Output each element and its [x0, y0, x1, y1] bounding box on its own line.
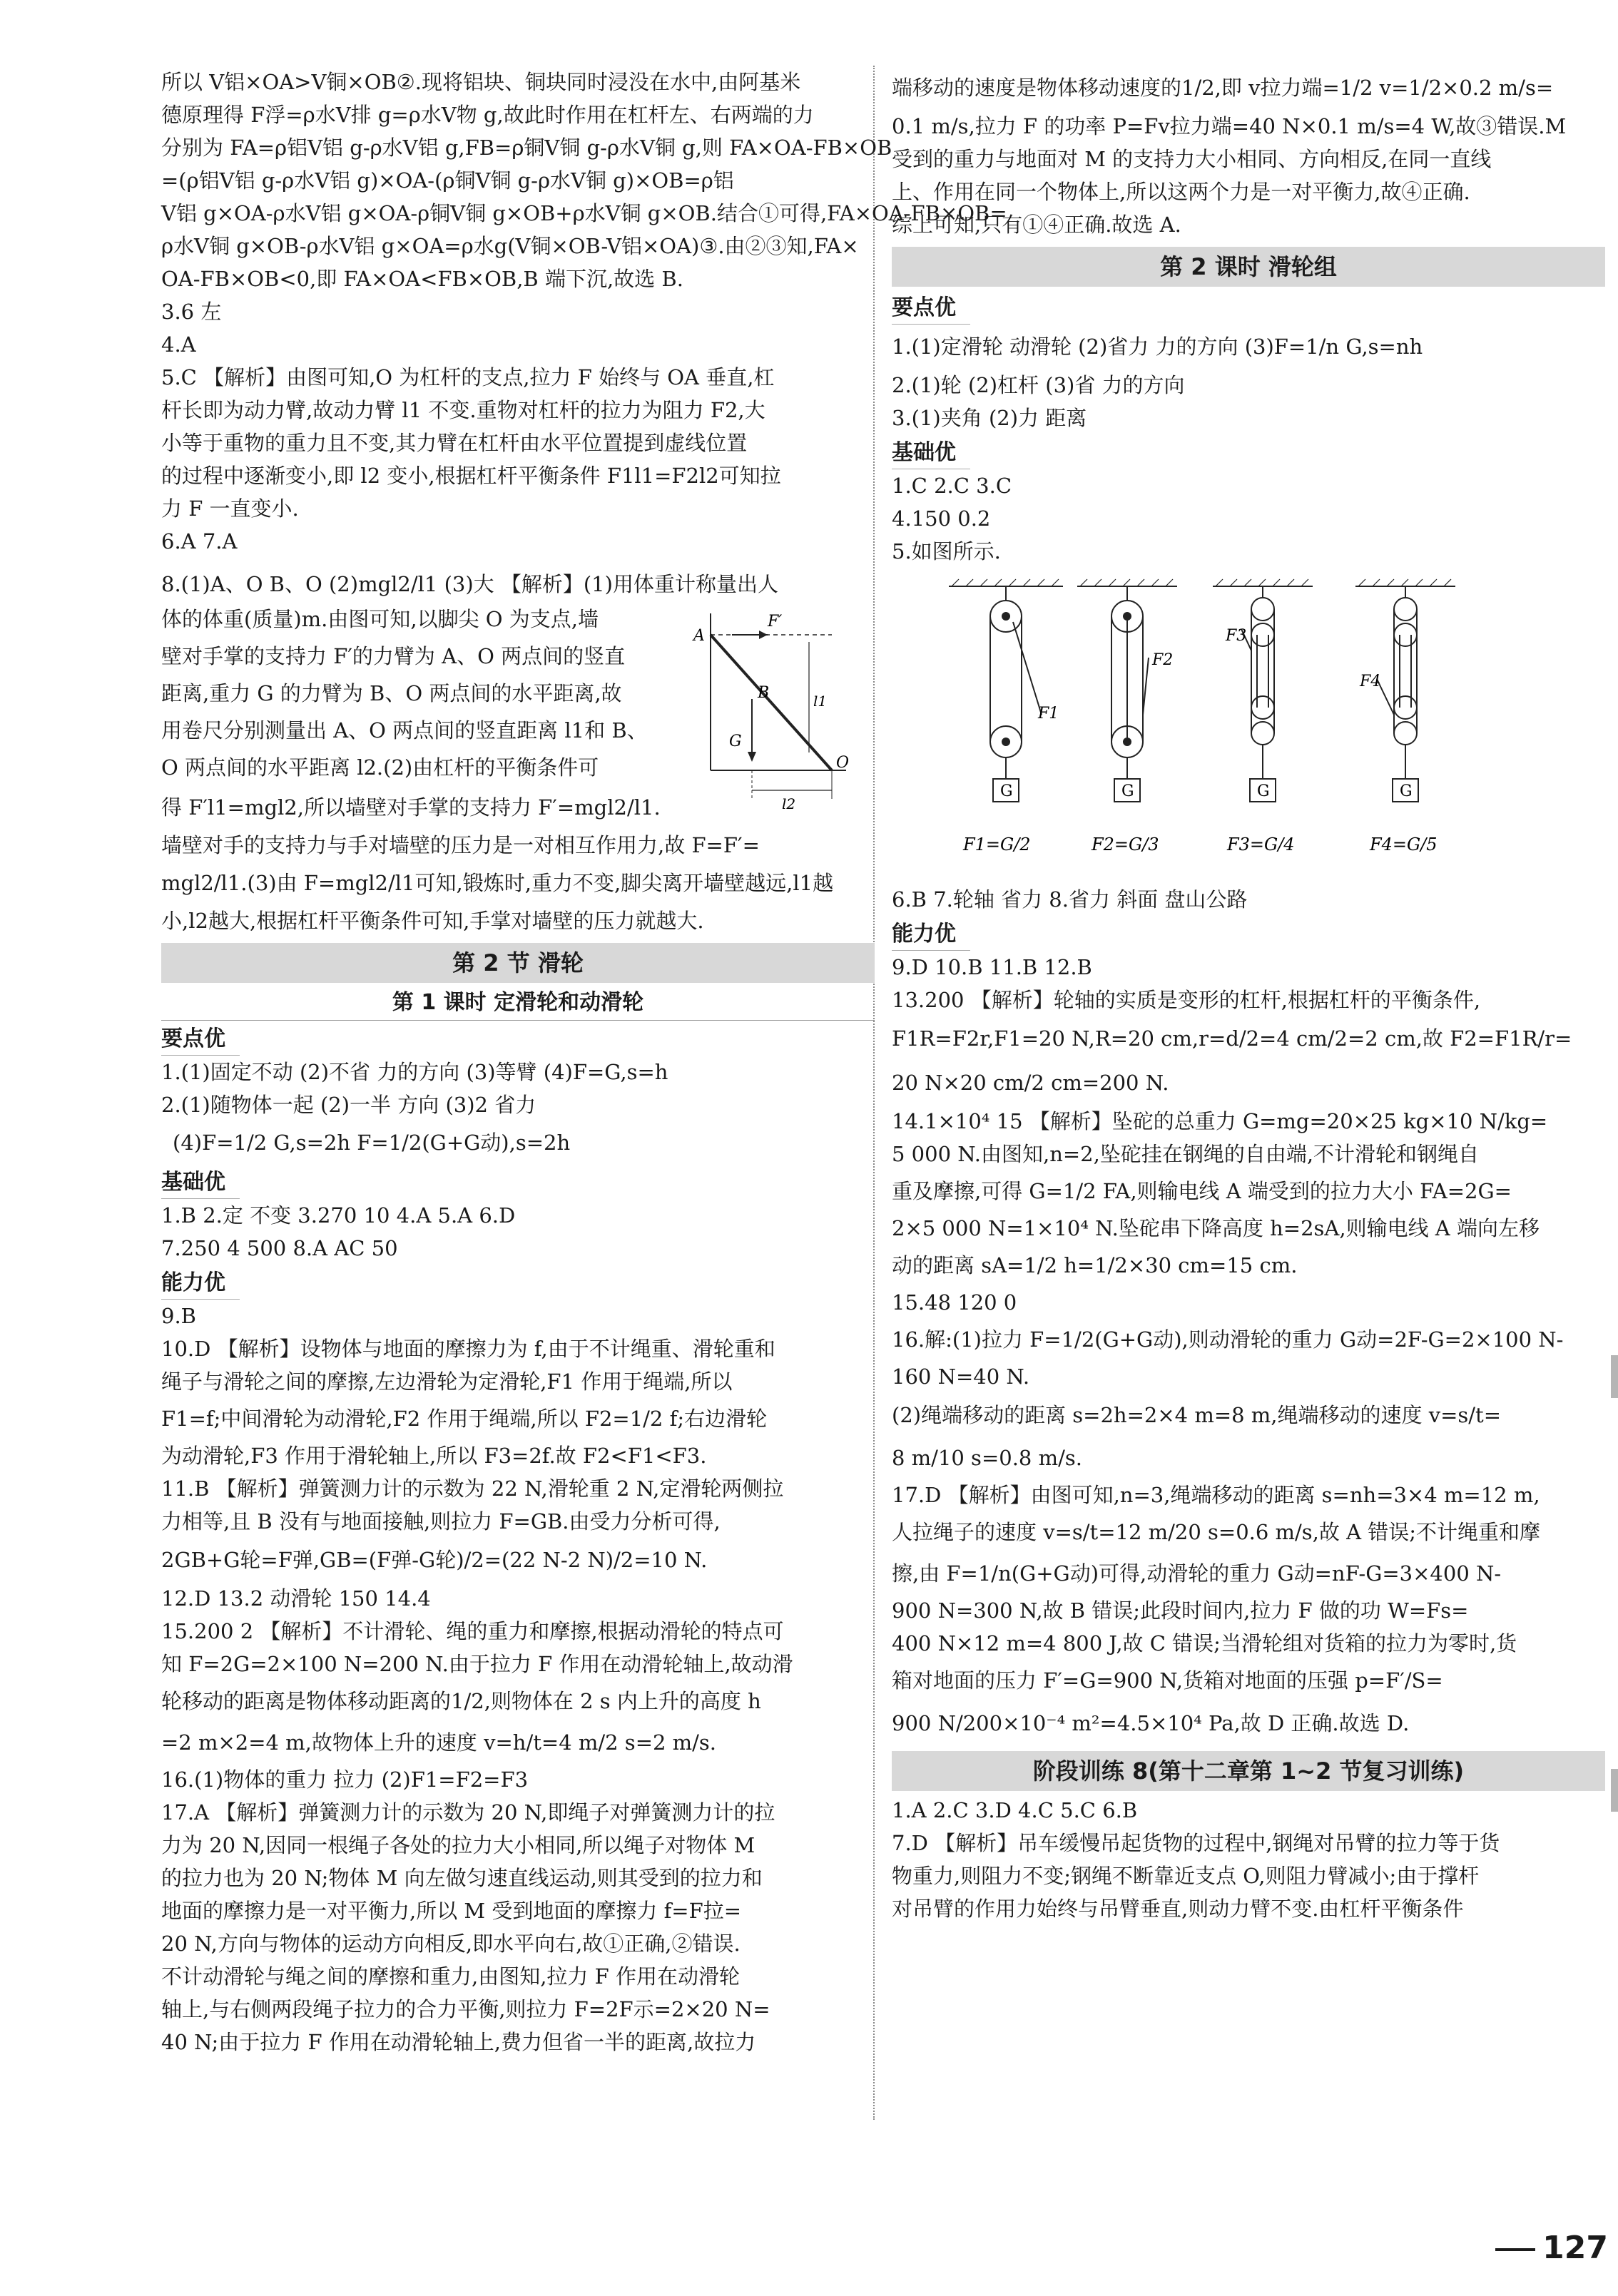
answer-8: 8.(1)A、O B、O (2)mgl2/l1 (3)大 【解析】(1)用体重计称量出人: [161, 572, 778, 596]
caption-f4: F4=G/5: [1370, 835, 1438, 854]
fig-label-f-prime: F′: [768, 613, 783, 631]
text-line: 得 F′l1=mgl2,所以墙壁对手掌的支持力 F′=mgl2/l1.: [161, 795, 661, 820]
label-f4: F4: [1360, 673, 1381, 690]
fig-label-g: G: [729, 733, 742, 750]
text-line: 8 m/10 s=0.8 m/s.: [892, 1446, 1082, 1470]
answer-3: 3.6 左: [161, 300, 222, 324]
text-line: 2×5 000 N=1×10⁴ N.坠砣串下降高度 h=2sA,则输电线 A 端向左移: [892, 1216, 1540, 1240]
nengli-heading: 能力优: [161, 1267, 240, 1300]
answers-9-12: 9.D 10.B 11.B 12.B: [892, 955, 1092, 979]
section-heading: 第 2 节 滑轮: [161, 943, 875, 983]
text-line: 分别为 FA=ρ铝V铝 g-ρ水V铝 g,FB=ρ铜V铜 g-ρ水V铜 g,则 FA×OA-FB×OB: [161, 136, 892, 160]
text-line: 动的距离 sA=1/2 h=1/2×30 cm=15 cm.: [892, 1253, 1298, 1277]
answer-13: 13.200 【解析】轮轴的实质是变形的杠杆,根据杠杆的平衡条件,: [892, 988, 1481, 1012]
label-f3: F3: [1226, 627, 1247, 645]
answer-6-7: 6.A 7.A: [161, 529, 238, 553]
text-line: 德原理得 F浮=ρ水V排 g=ρ水V物 g,故此时作用在杠杆左、右两端的力: [161, 103, 814, 127]
basic-answers-2: 7.250 4 500 8.A AC 50: [161, 1236, 398, 1260]
text-line: 力为 20 N,因同一根绳子各处的拉力大小相同,所以绳子对物体 M: [161, 1833, 755, 1857]
fig-label-l2: l2: [782, 795, 796, 812]
caption-f1: F1=G/2: [963, 835, 1031, 854]
answer-14: 14.1×10⁴ 15 【解析】坠砣的总重力 G=mg=20×25 kg×10 N/kg=: [892, 1109, 1548, 1133]
text-line: 0.1 m/s,拉力 F 的功率 P=Fv拉力端=40 N×0.1 m/s=4 W,故③错误.M: [892, 114, 1567, 138]
nengli-heading: 能力优: [892, 919, 970, 951]
wall-pushup-figure: [689, 606, 867, 820]
label-g4: G: [1400, 782, 1413, 800]
answers-12-14: 12.D 13.2 动滑轮 150 14.4: [161, 1586, 431, 1611]
text-line: 900 N=300 N,故 B 错误;此段时间内,拉力 F 做的功 W=Fs=: [892, 1598, 1469, 1623]
edge-tab: [1611, 1355, 1618, 1398]
yaodian-heading: 要点优: [161, 1024, 240, 1056]
text-line: 小等于重物的重力且不变,其力臂在杠杆由水平位置提到虚线位置: [161, 431, 748, 455]
basic-answers-4: 4.150 0.2: [892, 506, 991, 531]
answer-5: 5.C 【解析】由图可知,O 为杠杆的支点,拉力 F 始终与 OA 垂直,杠: [161, 365, 775, 389]
text-line: 20 N,方向与物体的运动方向相反,即水平向右,故①正确,②错误.: [161, 1932, 741, 1956]
yaodian-heading: 要点优: [892, 292, 970, 325]
text-line: ρ水V铜 g×OB-ρ水V铝 g×OA=ρ水g(V铜×OB-V铝×OA)③.由②③知,FA×: [161, 234, 859, 258]
answer-15: 15.200 2 【解析】不计滑轮、绳的重力和摩擦,根据动滑轮的特点可: [161, 1619, 784, 1643]
text-line: 知 F=2G=2×100 N=200 N.由于拉力 F 作用在动滑轮轴上,故动滑: [161, 1652, 793, 1676]
text-line: 距离,重力 G 的力臂为 B、O 两点间的水平距离,故: [161, 681, 622, 705]
answer-17: 17.A 【解析】弹簧测力计的示数为 20 N,即绳子对弹簧测力计的拉: [161, 1800, 775, 1825]
lesson-heading: 第 1 课时 定滑轮和动滑轮: [161, 986, 875, 1021]
text-line: 人拉绳子的速度 v=s/t=12 m/20 s=0.6 m/s,故 A 错误;不计绳重和摩: [892, 1520, 1541, 1544]
text-line: 轮移动的距离是物体移动距离的1/2,则物体在 2 s 内上升的高度 h: [161, 1689, 761, 1713]
text-line: 对吊臂的作用力始终与吊臂垂直,则动力臂不变.由杠杆平衡条件: [892, 1897, 1464, 1921]
text-line: O 两点间的水平距离 l2.(2)由杠杆的平衡条件可: [161, 755, 599, 780]
text-line: 400 N×12 m=4 800 J,故 C 错误;当滑轮组对货箱的拉力为零时,货: [892, 1631, 1517, 1655]
right-column: [892, 66, 1605, 1925]
answer-16: 16.(1)物体的重力 拉力 (2)F1=F2=F3: [161, 1767, 529, 1792]
text-line: F1R=F2r,F1=20 N,R=20 cm,r=d/2=4 cm/2=2 cm,故 F2=F1R/r=: [892, 1026, 1572, 1051]
text-line: 上、作用在同一个物体上,所以这两个力是一对平衡力,故④正确.: [892, 180, 1470, 204]
caption-f3: F3=G/4: [1227, 835, 1295, 854]
text-line: =(ρ铝V铝 g-ρ水V铝 g)×OA-(ρ铜V铜 g-ρ水V铜 g)×OB=ρ铝: [161, 168, 734, 193]
answer-15: 15.48 120 0: [892, 1290, 1017, 1315]
label-g1: G: [1000, 782, 1013, 800]
text-line: V铝 g×OA-ρ水V铝 g×OA-ρ铜V铜 g×OB+ρ水V铜 g×OB.结合①可得,FA×OA-FB×OB=: [161, 201, 1007, 225]
text-line: 箱对地面的压力 F′=G=900 N,货箱对地面的压强 p=F′/S=: [892, 1668, 1443, 1693]
key-point-2-4: (4)F=1/2 G,s=2h F=1/2(G+G动),s=2h: [173, 1131, 571, 1155]
edge-tab: [1611, 1769, 1618, 1812]
key-point-2: 2.(1)轮 (2)杠杆 (3)省 力的方向: [892, 373, 1185, 397]
answer-16: 16.解:(1)拉力 F=1/2(G+G动),则动滑轮的重力 G动=2F-G=2×100 N-: [892, 1327, 1564, 1352]
text-line: 不计动滑轮与绳之间的摩擦和重力,由图知,拉力 F 作用在动滑轮: [161, 1964, 740, 1989]
stage-answers-1-6: 1.A 2.C 3.D 4.C 5.C 6.B: [892, 1798, 1138, 1822]
text-line: 地面的摩擦力是一对平衡力,所以 M 受到地面的摩擦力 f=F拉=: [161, 1899, 742, 1923]
stage-training-heading: 阶段训练 8(第十二章第 1~2 节复习训练): [892, 1751, 1605, 1791]
fig-label-a: A: [693, 627, 705, 645]
label-g2: G: [1121, 782, 1134, 800]
text-line: 端移动的速度是物体移动速度的1/2,即 v拉力端=1/2 v=1/2×0.2 m/s=: [892, 76, 1554, 100]
key-point-2: 2.(1)随物体一起 (2)一半 方向 (3)2 省力: [161, 1093, 536, 1117]
text-line: 墙壁对手的支持力与手对墙壁的压力是一对相互作用力,故 F=F′=: [161, 833, 760, 857]
answer-11: 11.B 【解析】弹簧测力计的示数为 22 N,滑轮重 2 N,定滑轮两侧拉: [161, 1476, 784, 1501]
label-g3: G: [1257, 782, 1270, 800]
page-number: 127: [1495, 2232, 1608, 2265]
text-line: 的拉力也为 20 N;物体 M 向左做匀速直线运动,则其受到的拉力和: [161, 1866, 763, 1890]
text-line: 物重力,则阻力不变;钢绳不断靠近支点 O,则阻力臂减小;由于撑杆: [892, 1864, 1480, 1888]
fig-label-b: B: [758, 684, 770, 702]
text-line: 擦,由 F=1/n(G+G动)可得,动滑轮的重力 G动=nF-G=3×400 N-: [892, 1561, 1502, 1586]
text-line: 为动滑轮,F3 作用于滑轮轴上,所以 F3=2f.故 F2<F1<F3.: [161, 1444, 707, 1468]
answer-17: 17.D 【解析】由图可知,n=3,绳端移动的距离 s=nh=3×4 m=12 m,: [892, 1483, 1540, 1507]
text-line: 用卷尺分别测量出 A、O 两点间的竖直距离 l1和 B、: [161, 718, 648, 743]
text-line: 体的体重(质量)m.由图可知,以脚尖 O 为支点,墙: [161, 607, 599, 631]
pulley-systems-figure: [935, 572, 1562, 879]
fig-label-o: O: [836, 754, 850, 772]
text-line: 受到的重力与地面对 M 的支持力大小相同、方向相反,在同一直线: [892, 147, 1492, 171]
label-f2: F2: [1152, 651, 1174, 669]
answer-10: 10.D 【解析】设物体与地面的摩擦力为 f,由于不计绳重、滑轮重和: [161, 1337, 775, 1361]
text-line: 小,l2越大,根据杠杆平衡条件可知,手掌对墙壁的压力就越大.: [161, 909, 704, 933]
text-line: 力 F 一直变小.: [161, 496, 299, 521]
text-line: 40 N;由于拉力 F 作用在动滑轮轴上,费力但省一半的距离,故拉力: [161, 2030, 756, 2054]
text-line: 杆长即为动力臂,故动力臂 l1 不变.重物对杠杆的拉力为阻力 F2,大: [161, 398, 765, 422]
jichu-heading: 基础优: [892, 437, 970, 469]
jichu-heading: 基础优: [161, 1167, 240, 1199]
key-point-3: 3.(1)夹角 (2)力 距离: [892, 406, 1087, 430]
text-line: 20 N×20 cm/2 cm=200 N.: [892, 1071, 1169, 1095]
answer-9: 9.B: [161, 1304, 196, 1328]
answer-4: 4.A: [161, 332, 196, 357]
caption-f2: F2=G/3: [1092, 835, 1159, 854]
text-line: =2 m×2=4 m,故物体上升的速度 v=h/t=4 m/2 s=2 m/s.: [161, 1730, 717, 1755]
text-line: 5 000 N.由图知,n=2,坠砣挂在钢绳的自由端,不计滑轮和钢绳自: [892, 1142, 1480, 1166]
text-line: 综上可知,只有①④正确.故选 A.: [892, 213, 1181, 237]
text-line: OA-FB×OB<0,即 FA×OA<FB×OB,B 端下沉,故选 B.: [161, 267, 683, 291]
key-point-1: 1.(1)固定不动 (2)不省 力的方向 (3)等臂 (4)F=G,s=h: [161, 1060, 668, 1084]
text-line: 壁对手掌的支持力 F′的力臂为 A、O 两点间的竖直: [161, 644, 626, 668]
answer-8-figure-block: [161, 601, 875, 829]
basic-answers-1: 1.C 2.C 3.C: [892, 474, 1012, 498]
text-line: 的过程中逐渐变小,即 l2 变小,根据杠杆平衡条件 F1l1=F2l2可知拉: [161, 464, 781, 488]
text-line: 力相等,且 B 没有与地面接触,则拉力 F=GB.由受力分析可得,: [161, 1509, 721, 1534]
stage-answer-7: 7.D 【解析】吊车缓慢吊起货物的过程中,钢绳对吊臂的拉力等于货: [892, 1831, 1500, 1855]
text-line: 2GB+G轮=F弹,GB=(F弹-G轮)/2=(22 N-2 N)/2=10 N.: [161, 1548, 708, 1572]
lesson-heading: 第 2 课时 滑轮组: [892, 247, 1605, 287]
basic-answers-5: 5.如图所示.: [892, 539, 1001, 563]
answers-6-8: 6.B 7.轮轴 省力 8.省力 斜面 盘山公路: [892, 887, 1248, 912]
text-line: (2)绳端移动的距离 s=2h=2×4 m=8 m,绳端移动的速度 v=s/t=: [892, 1403, 1502, 1427]
label-f1: F1: [1038, 705, 1059, 723]
text-line: F1=f;中间滑轮为动滑轮,F2 作用于绳端,所以 F2=1/2 f;右边滑轮: [161, 1407, 768, 1431]
text-line: mgl2/l1.(3)由 F=mgl2/l1可知,锻炼时,重力不变,脚尖离开墙壁越远,l1越: [161, 871, 834, 895]
text-line: 绳子与滑轮之间的摩擦,左边滑轮为定滑轮,F1 作用于绳端,所以: [161, 1369, 733, 1394]
fig-label-l1: l1: [813, 693, 828, 710]
text-line: 900 N/200×10⁻⁴ m²=4.5×10⁴ Pa,故 D 正确.故选 D.: [892, 1711, 1410, 1735]
text-line: 重及摩擦,可得 G=1/2 FA,则输电线 A 端受到的拉力大小 FA=2G=: [892, 1179, 1512, 1203]
text-line: 160 N=40 N.: [892, 1364, 1030, 1389]
text-line: 轴上,与右侧两段绳子拉力的合力平衡,则拉力 F=2F示=2×20 N=: [161, 1997, 770, 2021]
key-point-1: 1.(1)定滑轮 动滑轮 (2)省力 力的方向 (3)F=1/n G,s=nh: [892, 335, 1423, 359]
basic-answers-1: 1.B 2.定 不变 3.270 10 4.A 5.A 6.D: [161, 1203, 516, 1228]
text-line: 所以 V铝×OA>V铜×OB②.现将铝块、铜块同时浸没在水中,由阿基米: [161, 70, 801, 94]
